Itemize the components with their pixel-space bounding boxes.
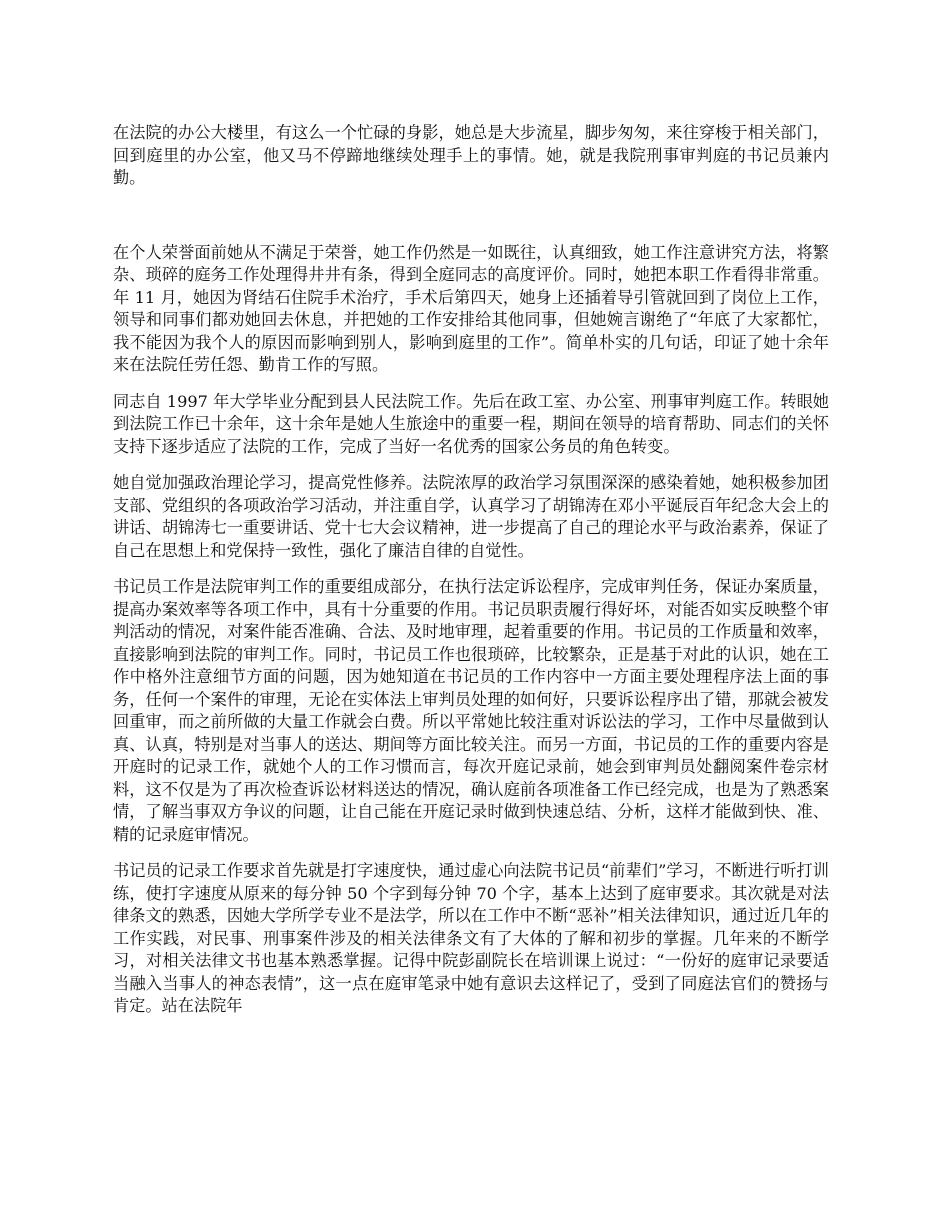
paragraph-career: 同志自 1997 年大学毕业分配到县人民法院工作。先后在政工室、办公室、刑事审判庭工作。转眼她到法院工作已十余年，这十余年是她人生旅途中的重要一程，期间在领导的培育帮助、同志们的关怀支持下逐步适应了法院的工作，完成了当好一名优秀的国家公务员的角色转变。 xyxy=(113,391,829,456)
paragraph-honor: 在个人荣誉面前她从不满足于荣誉，她工作仍然是一如既往，认真细致，她工作注意讲究方法，将繁杂、琐碎的庭务工作处理得井井有条，得到全庭同志的高度评价。同时，她把本职工作看得非常重。年 11 月，她因为肾结石住院手术治疗，手术后第四天，她身上还插着导引管就回到了岗位上工作，领导和同事们都劝她回去休息，并把她的工作安排给其他同事，但她婉言谢绝了“年底了大家都忙，我不能因为我个人的原因而影响到别人，影响到庭里的工作”。简单朴实的几句话，印证了她十余年来在法院任劳任怨、勤肯工作的写照。 xyxy=(113,242,829,374)
paragraph-clerk-role: 书记员工作是法院审判工作的重要组成部分，在执行法定诉讼程序，完成审判任务，保证办案质量，提高办案效率等各项工作中，具有十分重要的作用。书记员职责履行得好坏，对能否如实反映整个审判活动的情况，对案件能否准确、合法、及时地审理，起着重要的作用。书记员的工作质量和效率，直接影响到法院的审判工作。同时，书记员工作也很琐碎，比较繁杂，正是基于对此的认识，她在工作中格外注意细节方面的问题，因为她知道在书记员的工作内容中一方面主要处理程序法上面的事务，任何一个案件的审理，无论在实体法上审判员处理的如何好，只要诉讼程序出了错，那就会被发回重审，而之前所做的大量工作就会白费。所以平常她比较注重对诉讼法的学习，工作中尽量做到认真、认真，特别是对当事人的送达、期间等方面比较关注。而另一方面，书记员的工作的重要内容是开庭时的记录工作，就她个人的工作习惯而言，每次开庭记录前，她会到审判员处翻阅案件卷宗材料，这不仅是为了再次检查诉讼材料送达的情况，确认庭前各项准备工作已经完成，也是为了熟悉案情，了解当事双方争议的问题，让自己能在开庭记录时做到快速总结、分析，这样才能做到快、准、精的记录庭审情况。 xyxy=(113,577,829,844)
document-page xyxy=(113,122,829,1032)
paragraph-politics: 她自觉加强政治理论学习，提高党性修养。法院浓厚的政治学习氛围深深的感染着她，她积极参加团支部、党组织的各项政治学习活动，并注重自学，认真学习了胡锦涛在邓小平诞辰百年纪念大会上的讲话、胡锦涛七一重要讲话、党十七大会议精神，进一步提高了自己的理论水平与政治素养，保证了自己在思想上和党保持一致性，强化了廉洁自律的自觉性。 xyxy=(113,473,829,560)
paragraph-typing-skill: 书记员的记录工作要求首先就是打字速度快，通过虚心向法院书记员“前辈们”学习，不断进行听打训练，使打字速度从原来的每分钟 50 个字到每分钟 70 个字，基本上达到了庭审要求。其次就是对法律条文的熟悉，因她大学所学专业不是法学，所以在工作中不断“恶补”相关法律知识，通过近几年的工作实践，对民事、刑事案件涉及的相关法律条文有了大体的了解和初步的掌握。几年来的不断学习，对相关法律文书也基本熟悉掌握。记得中院彭副院长在培训课上说过：“一份好的庭审记录要适当融入当事人的神态表情”，这一点在庭审笔录中她有意识去这样记了，受到了同庭法官们的赞扬与肯定。站在法院年 xyxy=(113,861,829,1015)
paragraph-intro: 在法院的办公大楼里，有这么一个忙碌的身影，她总是大步流星，脚步匆匆，来往穿梭于相关部门，回到庭里的办公室，他又马不停蹄地继续处理手上的事情。她，就是我院刑事审判庭的书记员兼内勤。 xyxy=(113,123,829,187)
